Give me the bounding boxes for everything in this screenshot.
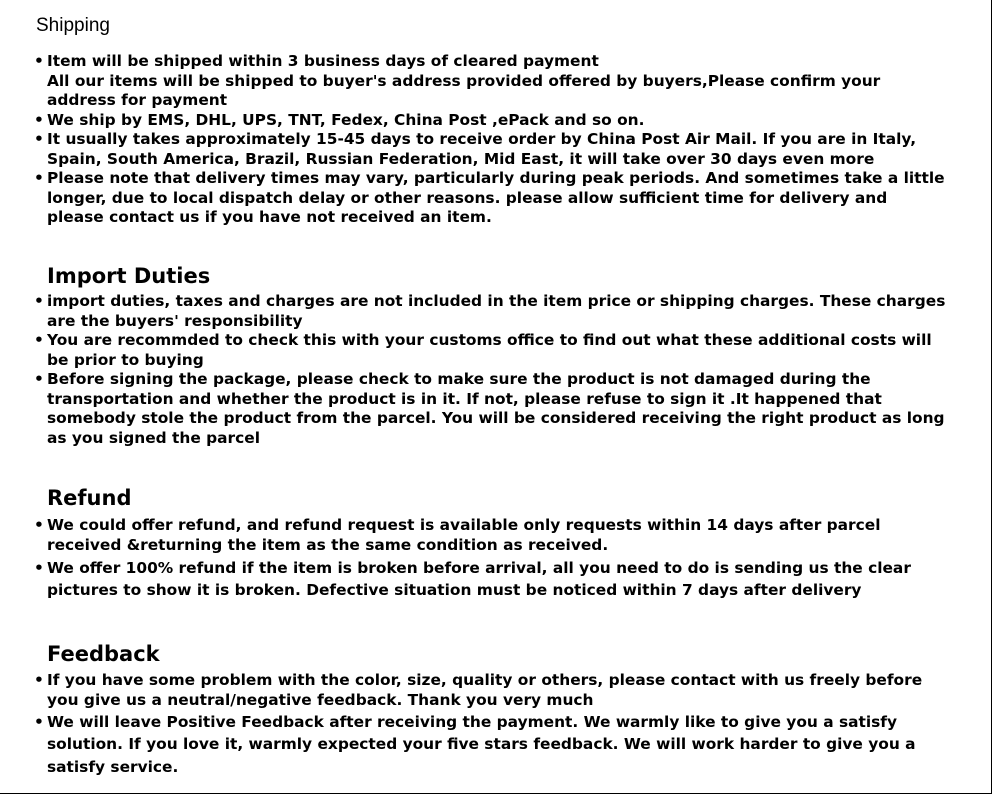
list-item-line: Spain, South America, Brazil, Russian Federation, Mid East, it will take over 30 days even more [47, 149, 875, 168]
bullet-dot: • [34, 671, 44, 689]
list-item [0, 331, 993, 370]
bullet-dot: • [34, 292, 44, 310]
list-item [0, 671, 993, 710]
list-item-line: somebody stole the product from the parcel. You will be considered receiving the right product as long [47, 409, 945, 427]
list-item-line: address for payment [47, 91, 228, 109]
list-item-line: We will leave Positive Feedback after receiving the payment. We warmly like to give you a satisfy [47, 713, 898, 731]
feedback-list [0, 671, 993, 780]
feedback-heading: Feedback [47, 642, 160, 666]
list-item-line: We ship by EMS, DHL, UPS, TNT, Fedex, China Post ,ePack and so on. [47, 110, 645, 129]
bullet-dot: • [34, 110, 44, 129]
bullet-dot: • [34, 52, 44, 70]
list-item [0, 111, 993, 131]
list-item-line: satisfy service. [47, 758, 179, 776]
list-item [0, 559, 993, 602]
bullet-dot: • [34, 169, 44, 187]
list-item-line: You are recommded to check this with your customs office to find out what these additional costs will [47, 331, 932, 349]
list-item-line: Before signing the package, please check to make sure the product is not damaged during the [47, 370, 871, 388]
list-item-line: you give us a neutral/negative feedback. Thank you very much [47, 690, 594, 709]
bullet-dot: • [34, 130, 44, 148]
shipping-title: Shipping [36, 15, 110, 36]
list-item [0, 516, 993, 555]
list-item-line: We could offer refund, and refund request is available only requests within 14 days after parcel [47, 516, 881, 534]
bullet-dot: • [34, 516, 44, 534]
list-item-line: received &returning the item as the same condition as received. [47, 535, 609, 554]
shipping-list [0, 52, 993, 228]
list-item [0, 713, 993, 780]
bullet-dot: • [34, 370, 44, 388]
list-item [0, 52, 993, 111]
list-item-line: import duties, taxes and charges are not included in the item price or shipping charges. These charges [47, 292, 946, 310]
refund-list [0, 516, 993, 602]
list-item-line: It usually takes approximately 15-45 days to receive order by China Post Air Mail. If you are in Italy, [47, 130, 917, 148]
import-duties-heading: Import Duties [47, 264, 211, 288]
list-item-line: solution. If you love it, warmly expected your five stars feedback. We will work harder to give you a [47, 734, 916, 753]
import-duties-list [0, 292, 993, 448]
bullet-dot: • [34, 713, 44, 731]
list-item [0, 370, 993, 448]
list-item-line: We offer 100% refund if the item is broken before arrival, all you need to do is sending us the clear [47, 559, 911, 577]
bullet-dot: • [34, 559, 44, 577]
list-item-line: please contact us if you have not received an item. [47, 208, 492, 226]
list-item-line: as you signed the parcel [47, 428, 260, 447]
refund-heading: Refund [47, 486, 132, 510]
list-item-line: pictures to show it is broken. Defective situation must be noticed within 7 days after delivery [47, 580, 862, 599]
list-item-line: are the buyers' responsibility [47, 311, 303, 330]
list-item-line: longer, due to local dispatch delay or other reasons. please allow sufficient time for delivery and [47, 188, 888, 207]
list-item-line: Item will be shipped within 3 business days of cleared payment [47, 52, 599, 70]
list-item [0, 130, 993, 169]
list-item-line: transportation and whether the product is in it. If not, please refuse to sign it .It happened that [47, 389, 882, 408]
list-item-line: Please note that delivery times may vary, particularly during peak periods. And sometimes take a little [47, 169, 945, 187]
list-item-line: be prior to buying [47, 350, 204, 369]
list-item [0, 169, 993, 228]
list-item-line: All our items will be shipped to buyer's address provided offered by buyers,Please confirm your [47, 71, 881, 90]
list-item [0, 292, 993, 331]
list-item-line: If you have some problem with the color, size, quality or others, please contact with us freely before [47, 671, 923, 689]
bullet-dot: • [34, 331, 44, 349]
